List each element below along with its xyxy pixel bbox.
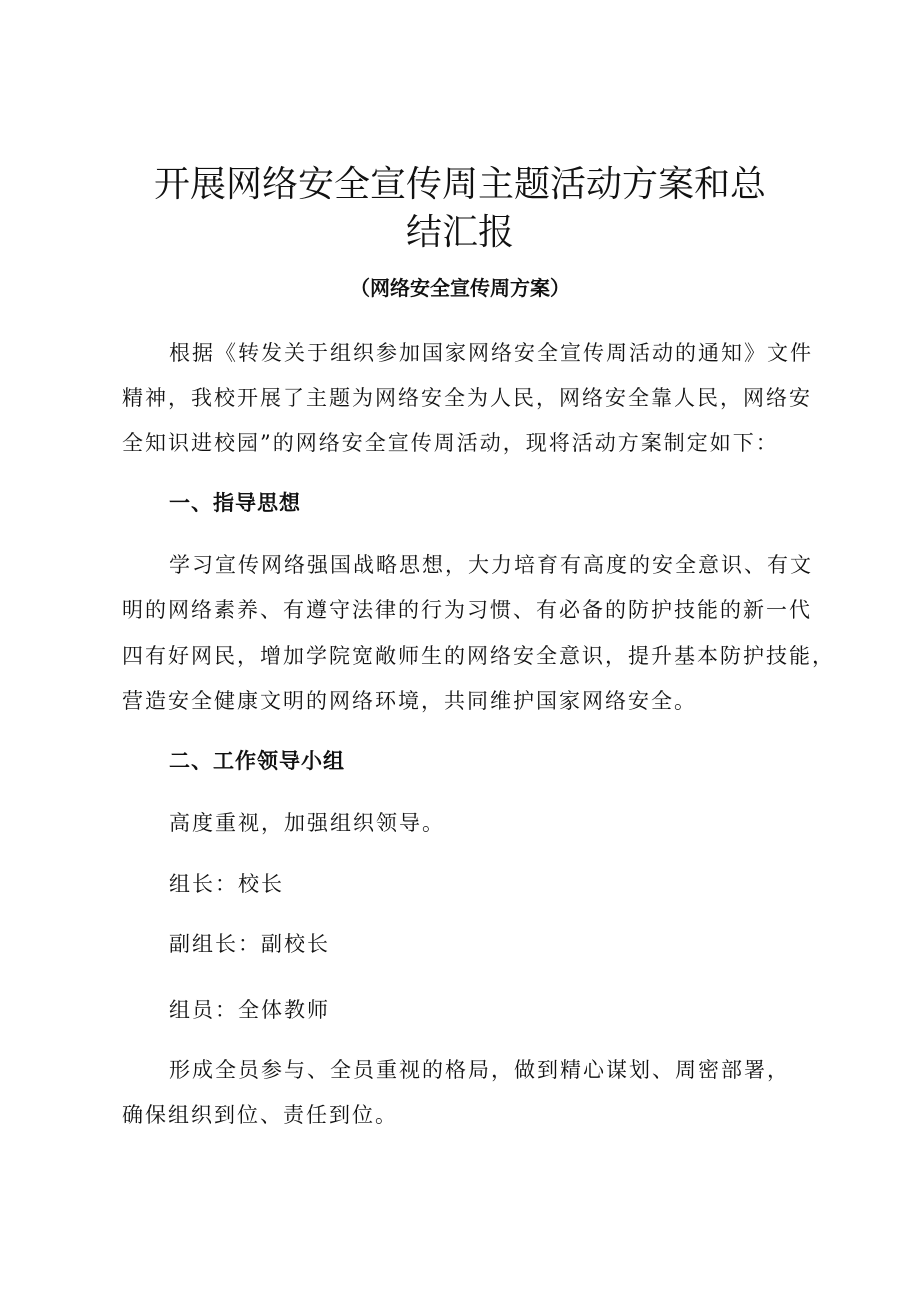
intro-line1: 根据《转发关于组织参加国家网络安全宣传周活动的通知》文件 xyxy=(169,341,813,365)
section1-line4: 营造安全健康文明的网络环境，共同维护国家网络安全。 xyxy=(122,689,697,713)
section1-line1: 学习宣传网络强国战略思想，大力培育有高度的安全意识、有文 xyxy=(169,553,813,577)
section2-heading: 二、工作领导小组 xyxy=(169,748,345,773)
section2-paragraph1: 高度重视，加强组织领导。 xyxy=(169,811,445,835)
intro-line2: 精神，我校开展了主题为网络安全为人民，网络安全靠人民，网络安 xyxy=(122,386,812,410)
section2-members: 组员：全体教师 xyxy=(169,998,330,1022)
section1-heading: 一、指导思想 xyxy=(169,490,301,515)
section2-paragraph5-line1: 形成全员参与、全员重视的格局，做到精心谋划、周密部署， xyxy=(169,1058,790,1082)
document-title-line1: 开展网络安全宣传周主题活动方案和总 xyxy=(153,164,766,205)
section1-line2: 明的网络素养、有遵守法律的行为习惯、有必备的防护技能的新一代 xyxy=(122,598,812,622)
document-title-line2: 结汇报 xyxy=(405,212,514,253)
section2-paragraph5-line2: 确保组织到位、责任到位。 xyxy=(122,1103,398,1127)
document-subtitle: （网络安全宣传周方案） xyxy=(350,276,570,300)
section1-line3: 四有好网民，增加学院宽敞师生的网络安全意识，提升基本防护技能， xyxy=(122,644,835,668)
section2-leader: 组长：校长 xyxy=(169,872,284,896)
intro-line3: 全知识进校园”的网络安全宣传周活动，现将活动方案制定如下： xyxy=(122,431,779,455)
section2-deputy-leader: 副组长：副校长 xyxy=(169,932,330,956)
